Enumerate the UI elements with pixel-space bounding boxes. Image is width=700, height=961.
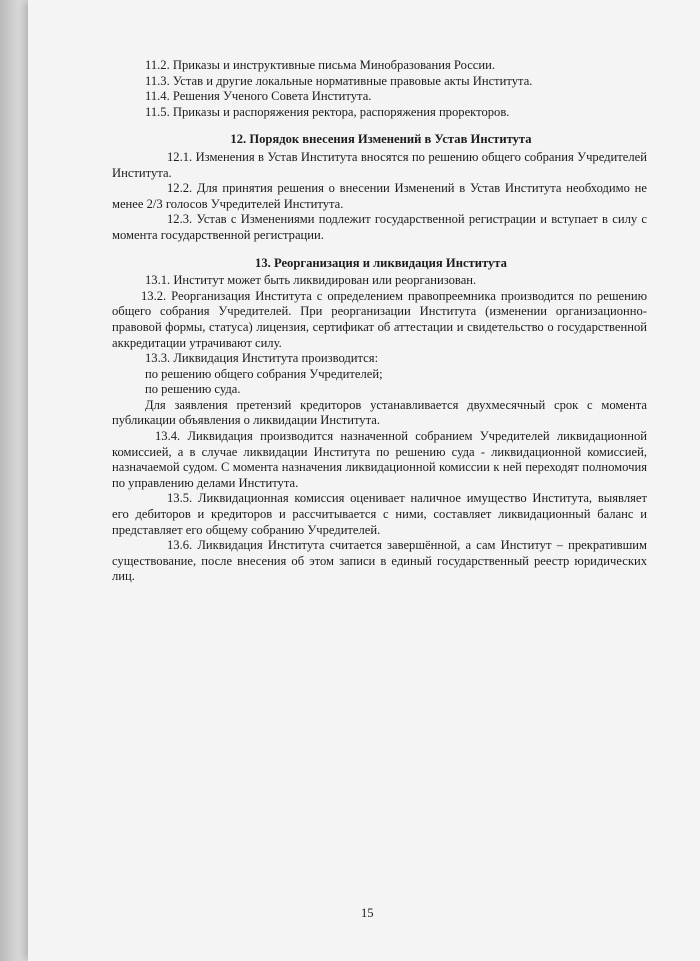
section-13-heading: 13. Реорганизация и ликвидация Института xyxy=(255,255,507,270)
scan-shadow-edge xyxy=(0,0,28,961)
item-11-2: 11.2. Приказы и инструктивные письма Минобразования России. xyxy=(145,58,496,72)
para-13-2: 13.2. Реорганизация Института с определением правопреемника производится по решению общего собрания Учредителей. При реорганизации Института (изменении организационно-правовой формы, статуса) лицензия, сертификат об аттестации и свидетельство о государственной аккредитации утрачивают силу. xyxy=(112,288,647,350)
para-13-3-a: по решению общего собрания Учредителей; xyxy=(145,366,383,381)
para-13-3-b: по решению суда. xyxy=(145,382,241,397)
para-13-5: 13.5. Ликвидационная комиссия оценивает наличное имущество Института, выявляет его дебиторов и кредиторов и рассчитывается с ними, составляет ликвидационный баланс и представляет его общему собранию Учредителей. xyxy=(112,491,647,537)
item-11-5: 11.5. Приказы и распоряжения ректора, распоряжения проректоров. xyxy=(145,104,510,119)
page-number: 15 xyxy=(361,906,374,920)
document-body xyxy=(112,58,647,585)
para-13-1: 13.1. Институт может быть ликвидирован или реорганизован. xyxy=(145,273,477,288)
document-page xyxy=(28,0,700,961)
para-13-3-head: 13.3. Ликвидация Института производится: xyxy=(145,351,379,366)
para-12-2: 12.2. Для принятия решения о внесении Изменений в Устав Института необходимо не менее 2/3 голосов Учредителей Института. xyxy=(112,181,647,211)
para-12-1: 12.1. Изменения в Устав Института вносятся по решению общего собрания Учредителей Института. xyxy=(112,149,647,180)
para-13-6: 13.6. Ликвидация Института считается завершённой, а сам Институт – прекратившим существование, после внесения об этом записи в единый государственный реестр юридических лиц. xyxy=(112,538,647,584)
para-13-3-c: Для заявления претензий кредиторов устанавливается двухмесячный срок с момента публикации объявления о ликвидации Института. xyxy=(112,397,647,428)
para-13-4: 13.4. Ликвидация производится назначенной собранием Учредителей ликвидационной комиссией, а в случае ликвидации Института по решению суда - ликвидационной комиссией, назначаемой судом. С момента назначения ликвидационной комиссии к ней переходят полномочия по управлению делами Института. xyxy=(112,429,647,490)
para-12-3: 12.3. Устав с Изменениями подлежит государственной регистрации и вступает в силу с момента государственной регистрации. xyxy=(112,212,647,242)
item-11-4: 11.4. Решения Ученого Совета Института. xyxy=(145,89,372,104)
item-11-3: 11.3. Устав и другие локальные нормативные правовые акты Института. xyxy=(145,73,533,88)
section-12-heading: 12. Порядок внесения Изменений в Устав Института xyxy=(230,132,532,147)
